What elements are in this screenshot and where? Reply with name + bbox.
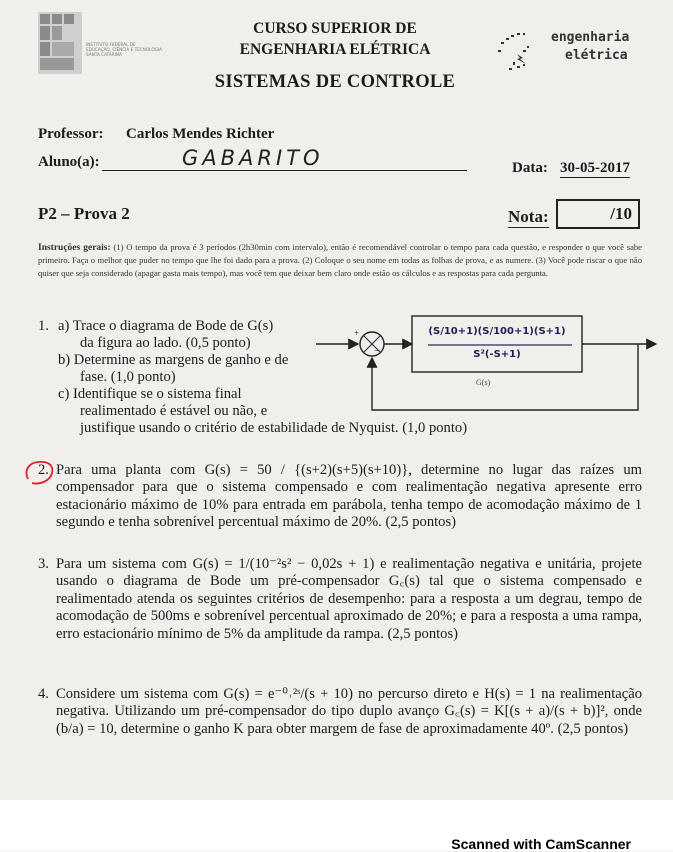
question-4-number: 4.	[38, 686, 49, 702]
block-label: G(s)	[476, 378, 491, 387]
student-name-line	[102, 170, 467, 171]
question-1-line: b) Determine as margens de ganho e de	[58, 352, 289, 368]
question-3-number: 3.	[38, 556, 49, 572]
question-1-line: da figura ao lado. (0,5 ponto)	[80, 335, 251, 351]
date-label: Data:	[512, 160, 548, 176]
logo-word-2: elétrica	[565, 48, 628, 63]
scanner-text: Scanned with CamScanner	[451, 836, 631, 852]
instructions	[38, 241, 642, 279]
exam-title: P2 – Prova 2	[38, 204, 130, 223]
grade-box	[556, 199, 640, 229]
question-3-text: Para um sistema com G(s) = 1/(10⁻²s² − 0,02s + 1) e realimentação negativa e unitária, projete usando o diagrama de Bode um pré-compensador G꜀(s) tal que o sistema compensado e realimentado atenda os seguintes critérios de desempenho: para a resposta a um degrau, tempo de acomodação de 500ms e sobrenível percentual aproximado de 20%; e para a resposta a uma rampa, erro estacionário mínimo de 5% da amplitude da rampa. (2,5 pontos)	[56, 556, 642, 642]
instructions-text: (1) O tempo da prova é 3 períodos (2h30min com intervalo), então é recomendável controlar o tempo para cada questão, e responder o que você sabe primeiro. Faça o melhor que puder no tempo que lhe foi dado para a prova. (2) Coloque o seu nome em todas as folhas de prova, e as numere. (3) Você pode riscar o que não quiser que seja considerado (apagar gasta mais tempo), mas você tem que deixar bem claro onde estão os cálculos e as respostas para cada pergunta.	[38, 242, 642, 278]
question-1-line: fase. (1,0 ponto)	[80, 369, 176, 385]
question-2-text: Para uma planta com G(s) = 50 / {(s+2)(s+5)(s+10)}, determine no lugar das raízes um compensador para que o sistema compensado e com realimentação negativa apresente erro estacionário máximo de 10% para entrada em parábola, tenha tempo de acomodação máximo de 1 segundo e tenha sobrenível percentual máximo de 20%. (2,5 pontos)	[56, 462, 642, 531]
professor-label: Professor:	[38, 126, 104, 142]
spark-icon	[493, 28, 553, 83]
question-1-line: realimentado é estável ou não, e	[80, 403, 268, 419]
transfer-denominator: S²(-S+1)	[473, 349, 521, 360]
date-value: 30-05-2017	[560, 160, 630, 176]
engineering-logo	[493, 28, 663, 83]
student-label: Aluno(a):	[38, 154, 100, 170]
course-title-line1: CURSO SUPERIOR DE	[253, 20, 417, 37]
course-title-line2: ENGENHARIA ELÉTRICA	[239, 41, 431, 58]
minus-sign: −	[374, 346, 380, 357]
question-1-line-last: justifique usando o critério de estabilidade de Nyquist. (1,0 ponto)	[80, 420, 468, 436]
question-1-number: 1.	[38, 318, 49, 334]
student-name: GABARITO	[182, 146, 324, 170]
scanner-footer	[0, 800, 673, 851]
professor-name: Carlos Mendes Richter	[126, 126, 275, 142]
grade-value: /10	[610, 204, 632, 223]
institution-logo	[38, 12, 198, 74]
instructions-label: Instruções gerais:	[38, 243, 111, 253]
logo-text-line: EDUCAÇÃO, CIÊNCIA E TECNOLOGIA	[86, 47, 162, 52]
question-2-number: 2.	[38, 462, 49, 478]
block-diagram	[316, 308, 666, 426]
logo-text-line: INSTITUTO FEDERAL DE	[86, 42, 136, 47]
question-1-line: c) Identifique se o sistema final	[58, 386, 242, 402]
question-1-line: a) Trace o diagrama de Bode de G(s)	[58, 318, 274, 334]
plant-block	[412, 316, 582, 372]
plus-sign: +	[354, 328, 360, 338]
transfer-numerator: (S/10+1)(S/100+1)(S+1)	[428, 326, 566, 337]
logo-text-line: SANTA CATARINA	[86, 52, 122, 57]
logo-word-1: engenharia	[551, 30, 630, 45]
question-4-text: Considere um sistema com G(s) = e⁻⁰˒²ˢ/(s + 10) no percurso direto e H(s) = 1 na realimentação negativa. Utilizando um pré-compensador do tipo duplo avanço G꜀(s) = K[(s + a)/(s + b)]², onde (b/a) = 10, determine o ganho K para obter margem de fase de aproximadamente 40º. (2,5 pontos)	[56, 686, 642, 737]
question-1	[58, 318, 338, 420]
grade-label: Nota:	[508, 207, 549, 226]
subject-title: SISTEMAS DE CONTROLE	[214, 72, 456, 92]
